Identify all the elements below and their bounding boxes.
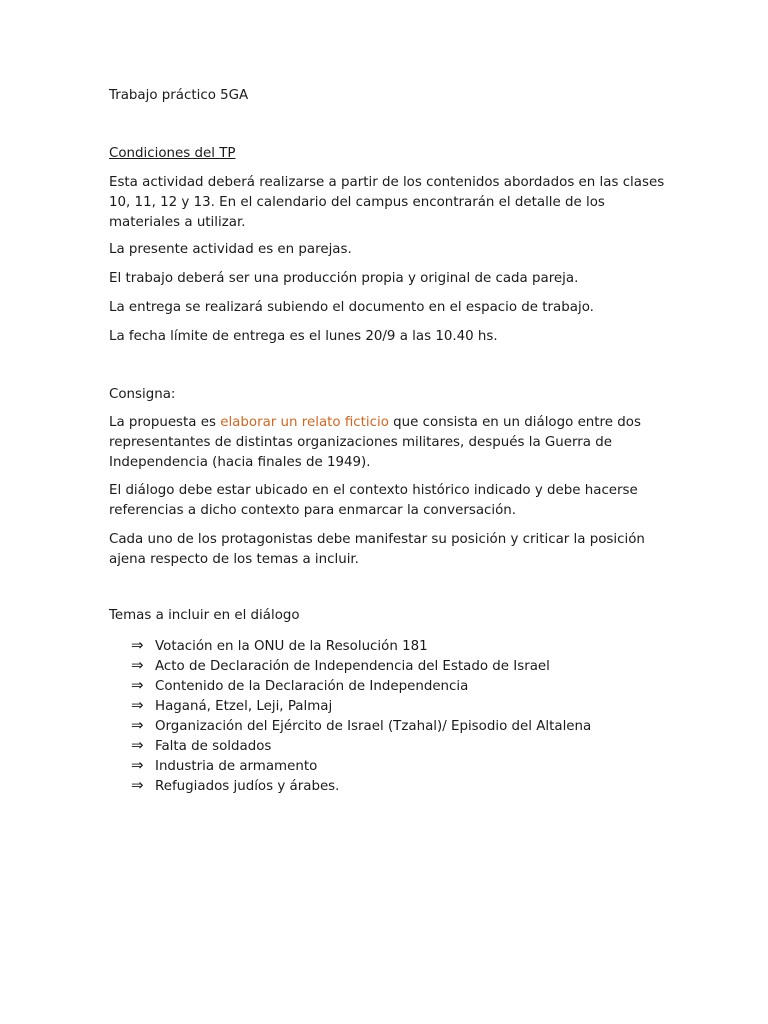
conditions-paragraph-3: El trabajo deberá ser una producción propia y original de cada pareja. [109,271,579,286]
consigna-paragraph-1 [109,413,669,473]
consigna-paragraph-2: El diálogo debe estar ubicado en el contexto histórico indicado y debe hacerse referencias a dicho contexto para enmarcar la conversación. [109,483,638,518]
list-item-text: Refugiados judíos y árabes. [155,779,340,794]
document-title: Trabajo práctico 5GA [109,88,249,103]
topics-heading: Temas a incluir en el diálogo [109,608,300,623]
arrow-icon: ⇒ [131,656,144,674]
list-item-text: Organización del Ejército de Israel (Tzahal)/ Episodio del Altalena [155,719,592,734]
topics-list [131,635,591,795]
consigna-highlight: elaborar un relato ficticio [220,415,389,430]
conditions-heading: Condiciones del TP [109,146,236,161]
arrow-icon: ⇒ [131,756,144,774]
arrow-icon: ⇒ [131,676,144,694]
list-item-text: Acto de Declaración de Independencia del Estado de Israel [155,659,550,674]
list-item [131,635,591,655]
arrow-icon: ⇒ [131,696,144,714]
list-item-text: Industria de armamento [155,759,318,774]
conditions-paragraph-2: La presente actividad es en parejas. [109,242,352,257]
conditions-paragraph-1: Esta actividad deberá realizarse a partir de los contenidos abordados en las clases 10, 11, 12 y 13. En el calendario del campus encontrarán el detalle de los materiales a utilizar. [109,175,665,230]
list-item-text: Falta de soldados [155,739,272,754]
arrow-icon: ⇒ [131,736,144,754]
list-item [131,655,591,675]
conditions-paragraph-4: La entrega se realizará subiendo el documento en el espacio de trabajo. [109,300,594,315]
list-item [131,715,591,735]
list-item-text: Contenido de la Declaración de Independencia [155,679,469,694]
list-item-text: Haganá, Etzel, Leji, Palmaj [155,699,333,714]
consigna-text-start: La propuesta es [109,415,221,430]
list-item [131,675,591,695]
consigna-paragraph-3: Cada uno de los protagonistas debe manifestar su posición y criticar la posición ajena respecto de los temas a incluir. [109,532,645,567]
conditions-paragraph-5: La fecha límite de entrega es el lunes 20/9 a las 10.40 hs. [109,329,498,344]
consigna-text-end: que consista en un diálogo entre dos representantes de distintas organizaciones militares, después la Guerra de Independencia (hacia finales de 1949). [109,415,641,470]
arrow-icon: ⇒ [131,776,144,794]
list-item-text: Votación en la ONU de la Resolución 181 [155,639,428,654]
list-item [131,735,591,755]
consigna-heading: Consigna: [109,387,176,402]
list-item [131,775,591,795]
list-item [131,695,591,715]
list-item [131,755,591,775]
arrow-icon: ⇒ [131,716,144,734]
arrow-icon: ⇒ [131,636,144,654]
